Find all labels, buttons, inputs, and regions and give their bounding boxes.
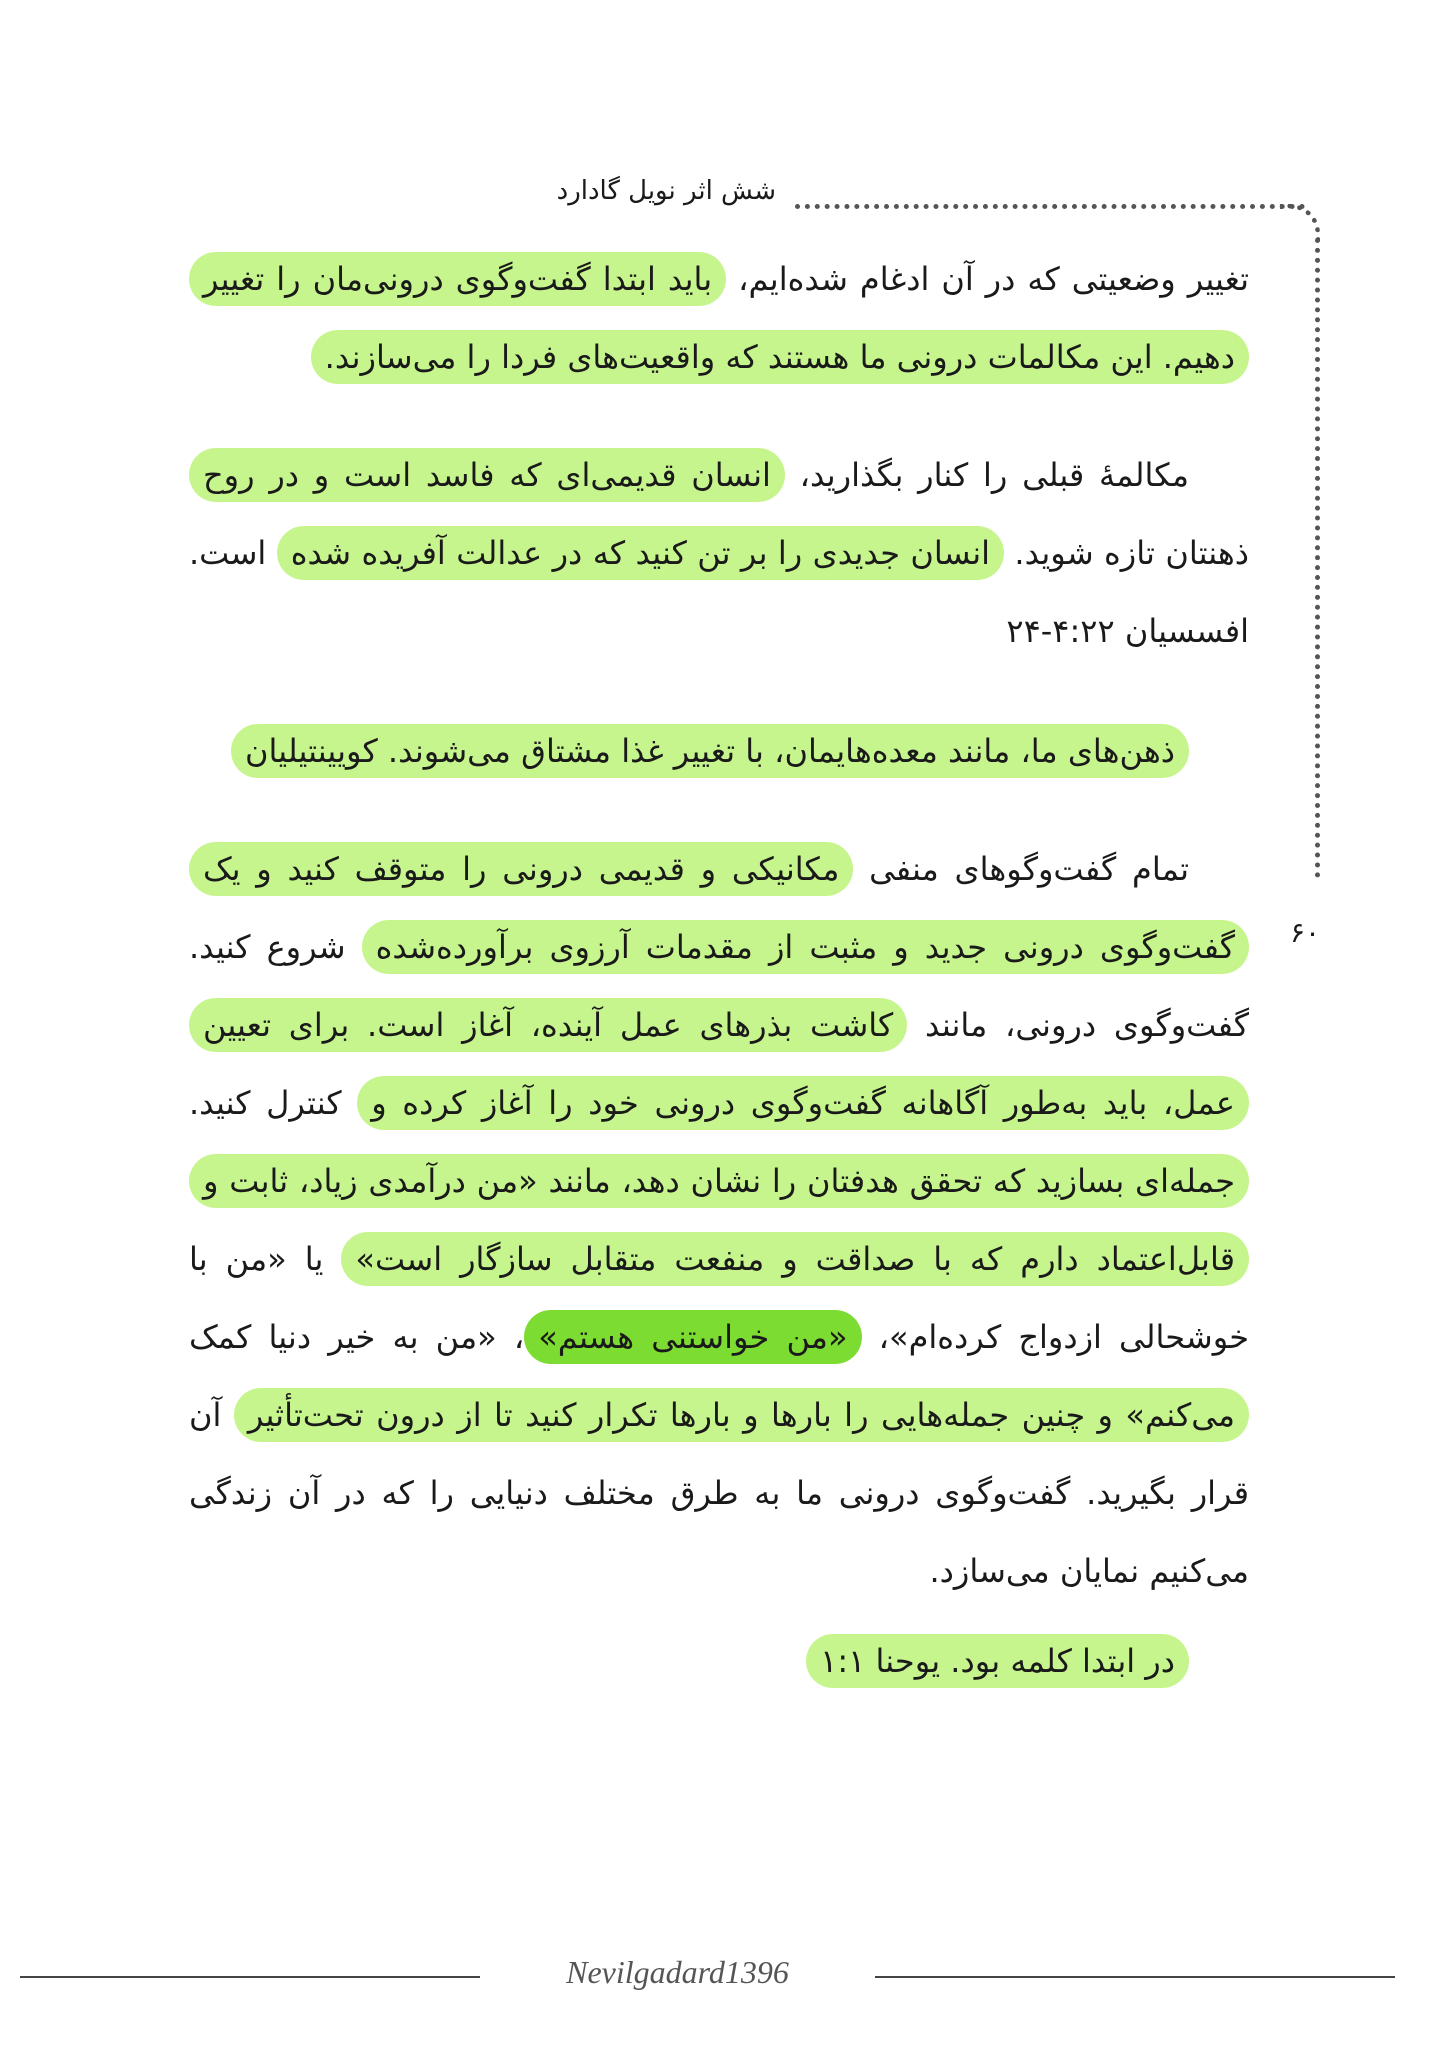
header-dotted-rule: [795, 204, 1305, 209]
paragraph-4: [189, 830, 1249, 1610]
p2-highlight-1: انسان قدیمی‌ای که فاسد است و در روح: [189, 448, 785, 502]
footer-signature: Nevilgadard1396: [566, 1954, 789, 1990]
footer-rule-left: [20, 1976, 480, 1978]
paragraph-3-quote: [189, 712, 1249, 790]
p4-highlight-3: عمل، باید به‌طور آگاهانه گفت‌وگوی درونی خود را آغاز کرده و: [357, 1076, 1249, 1130]
paragraph-1: [189, 240, 1249, 396]
paragraph-5-quote: [189, 1622, 1249, 1700]
p4-text-m: آن قرار بگیرید. گفت‌وگوی درونی ما به طرق مختلف دنیایی را که در آن زندگی می‌کنیم نمایان می‌سازد.: [189, 1396, 1249, 1590]
p5-highlight: در ابتدا کلمه بود. یوحنا ۱:۱: [806, 1634, 1189, 1688]
p4-text-i: یا «من با خوشحالی ازدواج کرده‌ام»،: [189, 1240, 1249, 1356]
p1-text-a: تغییر وضعیتی که در آن ادغام شده‌ایم،: [726, 260, 1250, 298]
p4-text-a: تمام گفت‌وگوهای منفی: [853, 850, 1190, 888]
p2-text-a: مکالمهٔ قبلی را کنار بگذارید،: [784, 456, 1190, 494]
p4-text-k: ، «من به خیر دنیا کمک: [189, 1318, 525, 1356]
p4-highlight-2: کاشت بذرهای عمل آینده، آغاز است. برای تعیین: [189, 998, 907, 1052]
running-title: شش اثر نویل گادارد: [556, 176, 776, 206]
page-number: ۶۰: [1290, 916, 1321, 949]
header-dotted-corner: [1280, 204, 1320, 244]
p2-text-c: ذهنتان تازه شوید.: [1004, 534, 1250, 572]
p4-text-g: کنترل کنید.: [189, 1084, 358, 1122]
footer-rule-right: [875, 1976, 1395, 1978]
p4-text-c: شروع کنید. گفت‌وگوی درونی، مانند: [189, 928, 1250, 1044]
paragraph-2: [189, 436, 1249, 670]
p2-text-e: است. افسسیان ۴:۲۲-۲۴: [189, 534, 1249, 650]
p4-highlight-strong: «من خواستنی هستم»: [524, 1310, 861, 1364]
p1-highlight: باید ابتدا گفت‌وگوی درونی‌مان را تغییر دهیم. این مکالمات درونی ما هستند که واقعیت‌های فردا را می‌سازند.: [189, 252, 1249, 384]
p4-highlight-1: مکانیکی و قدیمی درونی را متوقف کنید و یک گفت‌وگوی درونی جدید و مثبت از مقدمات آرزوی برآورده‌شده: [189, 842, 1249, 974]
p4-highlight-4: جمله‌ای بسازید که تحقق هدفتان را نشان دهد، مانند «من درآمدی زیاد، ثابت و قابل‌اعتماد دارم که با صداقت و منفعت متقابل سازگار است»: [189, 1154, 1249, 1286]
p2-highlight-2: انسان جدیدی را بر تن کنید که در عدالت آفریده شده: [277, 526, 1004, 580]
p3-highlight: ذهن‌های ما، مانند معده‌هایمان، با تغییر غذا مشتاق می‌شوند. کویینتیلیان: [231, 724, 1189, 778]
p4-highlight-5: می‌کنم» و چنین جمله‌هایی را بارها و بارها تکرار کنید تا از درون تحت‌تأثیر: [234, 1388, 1249, 1442]
side-dotted-rule: [1315, 238, 1320, 878]
